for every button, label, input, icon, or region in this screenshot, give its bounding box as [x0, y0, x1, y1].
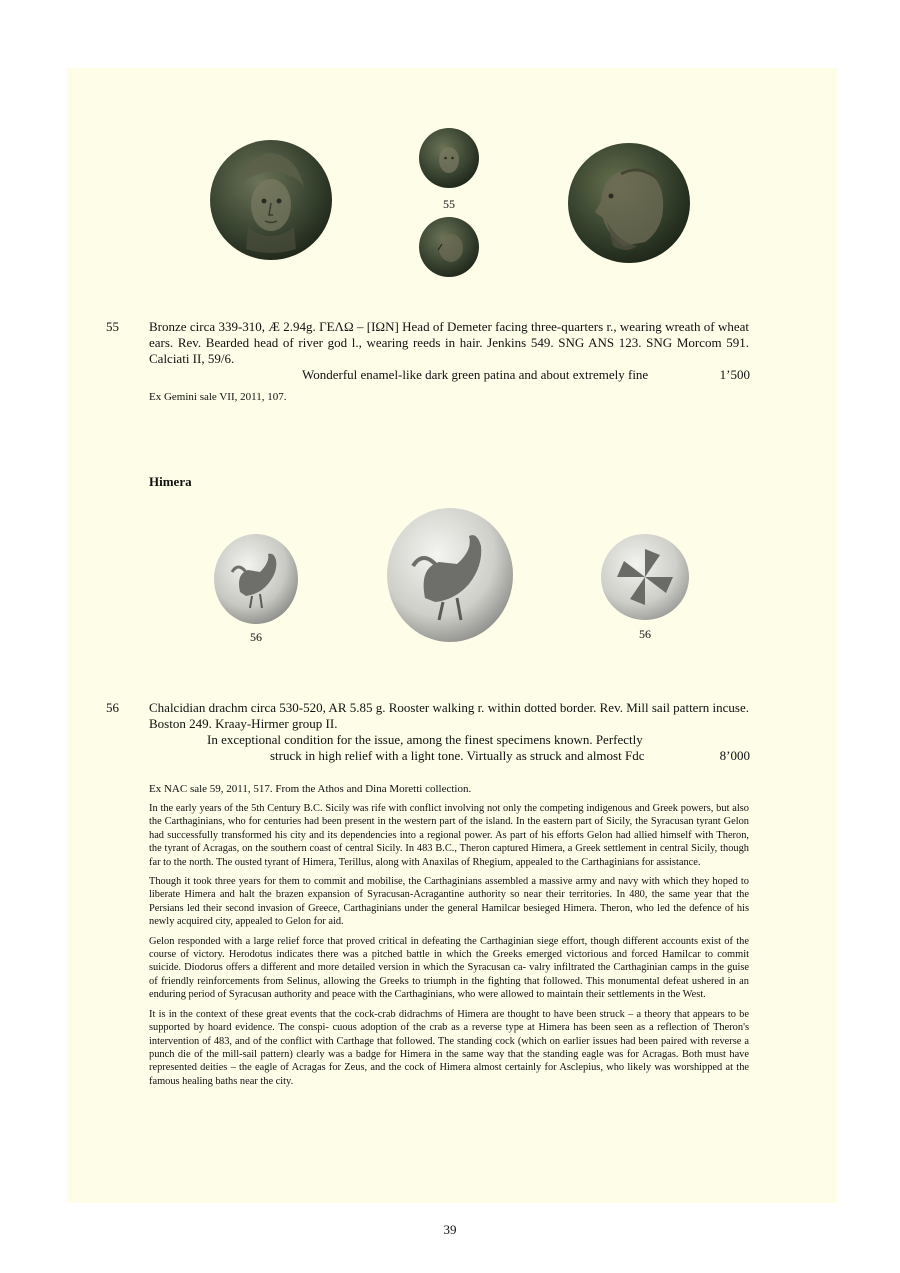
lot-55-provenance: Ex Gemini sale VII, 2011, 107.	[149, 391, 287, 403]
page-number: 39	[443, 1222, 457, 1237]
coin-55-obverse-small	[418, 127, 480, 189]
section-title-himera: Himera	[149, 474, 192, 489]
coin-55-image-label: 55	[443, 197, 455, 211]
demeter-head-small-icon	[418, 127, 480, 189]
rooster-coin-small-icon	[212, 532, 300, 626]
lot-55-condition: Wonderful enamel-like dark green patina and about extremely fine	[302, 367, 649, 382]
lot-55-description: Bronze circa 339-310, Æ 2.94g. ΓΕΛΩ – [ΙΩΝ] Head of Demeter facing three-quarters r., wearing wreath of wheat ears. Rev. Bearded head of river god l., wearing reeds in hair. Jenkins 549. SNG ANS 123. SNG Morcom 591. Calciati II, 59/6.	[149, 319, 749, 366]
lot-55-price: 1’500	[719, 367, 750, 382]
coin-56-image-label-right: 56	[639, 627, 651, 641]
coin-56-image-label-left: 56	[250, 630, 262, 644]
essay-paragraph: Gelon responded with a large relief force that proved critical in defeating the Carthaginian siege effort, though different accounts exist of the course of victory. Herodotus indicates there was a pitched battle in which the Greeks emerged victorious and forced Hamilcar to commit suicide. Diodorus offers a different and more detailed version in which the Syracusan ca- valry infiltrated the Carthaginian camps in the guise of friendly reinforcements from Selinus, allowing the Greeks to triumph in the fighting that followed. This monumental defeat ushered in an enduring period of Syracusan authority and peace with the Carthaginians, who were allowed to maintain their settlements in the West.	[149, 935, 749, 1001]
coin-56-reverse	[600, 533, 690, 621]
river-god-head-small-icon	[418, 216, 480, 278]
lot-56-condition-line-1: In exceptional condition for the issue, among the finest specimens known. Perfectly	[207, 732, 643, 747]
lot-56-condition-line-2: struck in high relief with a light tone. Virtually as struck and almost Fdc	[270, 748, 645, 763]
lot-56-description: Chalcidian drachm circa 530-520, AR 5.85 g. Rooster walking r. within dotted border. Rev. Mill sail pattern incuse. Boston 249. Kraay-Hirmer group II.	[149, 700, 749, 731]
lot-56-number: 56	[106, 700, 119, 715]
lot-55-number: 55	[106, 319, 119, 334]
essay-paragraph: Though it took three years for them to commit and mobilise, the Carthaginians assembled a massive army and navy with which they hoped to liberate Himera and halt the brazen expansion of Syracusan-Acragantine authority so near their territories. In 480, the same year that the Persians led their second invasion of Greece, Carthaginians under the general Hamilcar besieged Himera. Theron, who led the defence of his newly acquired city, appealed to Gelon for aid.	[149, 876, 749, 928]
lot-56-price: 8’000	[719, 748, 750, 763]
lot-56-provenance: Ex NAC sale 59, 2011, 517. From the Athos and Dina Moretti collection.	[149, 783, 472, 795]
rooster-coin-large-icon	[385, 506, 515, 644]
essay-paragraph: It is in the context of these great events that the cock-crab didrachms of Himera are thought to have been struck – a theory that appears to be supported by hoard evidence. The conspi- cuous adoption of the crab as a reverse type at Himera has been seen as a reflection of Theron's intervention of 483, and of the conflict with Carthage that followed. The standing cock (which on earlier issues had been paired with reverse a punch die of the mill-sail pattern) clearly was a badge for Himera in the same way that the standing eagle was for Acragas. Both must have represented deities – the eagle of Acragas for Zeus, and the cock of Himera almost certainly for Asclepius, who likely was worshipped at the famous healing baths near the city.	[149, 1008, 749, 1087]
coin-56-obverse-small	[212, 532, 300, 626]
coin-55-reverse-large	[567, 142, 691, 264]
essay-paragraph: In the early years of the 5th Century B.C. Sicily was rife with conflict involving not only the competing indigenous and Greek powers, but also the Carthaginians, who for centuries had been present in the western part of the island. In the eastern part of Sicily, the Syracusan tyrant Gelon had successfully transformed his city and its dependencies into a regional power. As part of his efforts Gelon had allied himself with Theron, the tyrant of Acragas, on the southern coast of central Sicily. In 483 B.C., Theron captured Himera, a Greek settlement in central Sicily, though far to the north. The ousted tyrant of Himera, Terillus, along with Anaxilas of Rhegium, appealed to the Carthaginians for assistance.	[149, 803, 749, 868]
demeter-head-coin-icon	[208, 137, 334, 263]
coin-55-obverse-large	[208, 137, 334, 263]
coin-56-obverse-large	[385, 506, 515, 644]
lot-56-essay	[149, 802, 749, 1094]
mill-sail-incuse-icon	[600, 533, 690, 621]
coin-55-reverse-small	[418, 216, 480, 278]
river-god-head-coin-icon	[567, 142, 691, 264]
